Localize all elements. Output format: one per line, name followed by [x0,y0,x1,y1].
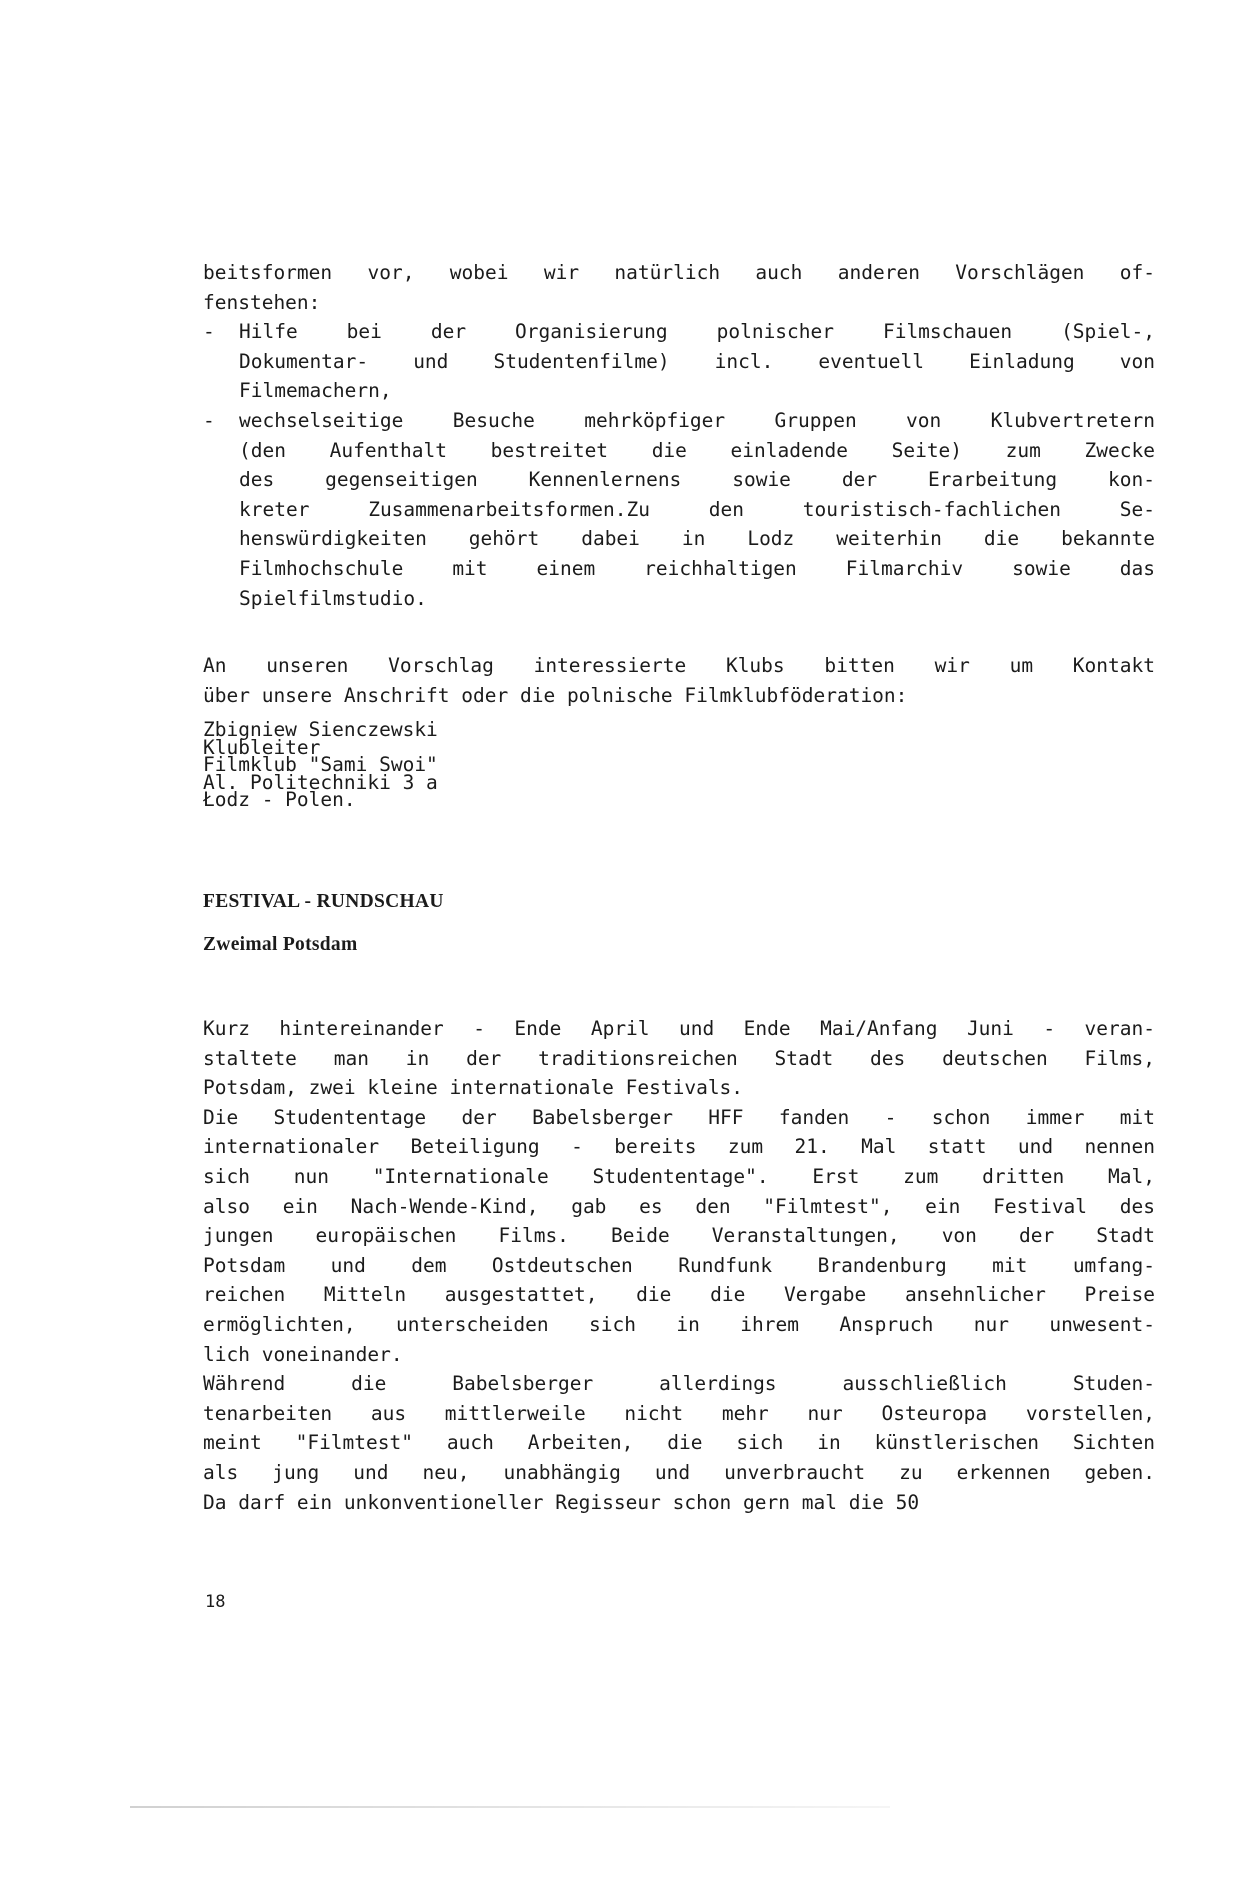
text-line: Hilfe bei der Organisierung polnischer Filmschauen (Spiel-, [239,320,1155,344]
text-line: meint "Filmtest" auch Arbeiten, die sich in künstlerischen Sichten [203,1431,1155,1455]
text-line: sich nun "Internationale Studententage". Erst zum dritten Mal, [203,1164,1155,1188]
text-line: staltete man in der traditionsreichen Stadt des deutschen Films, [203,1046,1155,1070]
text-line: Potsdam, zwei kleine internationale Festivals. [203,1076,744,1100]
text-line: Filmemachern, [239,379,392,403]
text-line: Dokumentar- und Studentenfilme) incl. eventuell Einladung von [239,349,1155,373]
text-line: lich voneinander. [203,1342,403,1366]
address-line: Klubleiter [203,735,321,759]
address-line: Łodz - Polen. [203,788,356,811]
page-number: 18 [205,1592,226,1612]
text-line: über unsere Anschrift oder die polnische Filmklubföderation: [203,683,908,707]
text-line: tenarbeiten aus mittlerweile nicht mehr nur Osteuropa vorstellen, [203,1401,1155,1425]
text-line: (den Aufenthalt bestreitet die einladende Seite) zum Zwecke [239,438,1155,462]
text-line: internationaler Beteiligung - bereits zum 21. Mal statt und nennen [203,1135,1155,1159]
address-line: Al. Politechniki 3 a [203,770,438,794]
article-body [203,1014,1155,1517]
text-line: beitsformen vor, wobei wir natürlich auch anderen Vorschlägen of- [203,261,1155,284]
address-line: Filmklub "Sami Swoi" [203,753,438,776]
text-line: Die Studententage der Babelsberger HFF fanden - schon immer mit [203,1105,1155,1129]
intro-paragraph [203,258,1155,613]
text-line: Da darf ein unkonventioneller Regisseur schon gern mal die 50 [203,1490,920,1514]
bullet-dash: - [203,408,215,432]
text-line: ermöglichten, unterscheiden sich in ihrem Anspruch nur unwesent- [203,1312,1155,1336]
text-line: Potsdam und dem Ostdeutschen Rundfunk Brandenburg mit umfang- [203,1253,1155,1277]
text-line: des gegenseitigen Kennenlernens sowie der Erarbeitung kon- [239,468,1155,492]
bullet-item [203,317,1155,406]
bullet-dash: - [203,320,215,344]
address-line: Zbigniew Sienczewski [203,718,438,741]
postal-address [203,718,603,811]
text-line: henswürdigkeiten gehört dabei in Lodz weiterhin die bekannte [239,527,1155,551]
bullet-item [203,406,1155,613]
text-line: fenstehen: [203,290,321,314]
text-line: Kurz hintereinander - Ende April und Ende Mai/Anfang Juni - veran- [203,1017,1155,1040]
section-heading: FESTIVAL - RUNDSCHAU [203,891,444,912]
text-line: Während die Babelsberger allerdings ausschließlich Studen- [203,1372,1155,1396]
text-line: also ein Nach-Wende-Kind, gab es den "Filmtest", ein Festival des [203,1194,1155,1218]
text-line: Filmhochschule mit einem reichhaltigen Filmarchiv sowie das [239,556,1155,580]
article-title: Zweimal Potsdam [203,934,358,955]
text-line: reichen Mitteln ausgestattet, die die Vergabe ansehnlicher Preise [203,1283,1155,1307]
text-line: Spielfilmstudio. [239,586,427,610]
text-line: wechselseitige Besuche mehrköpfiger Gruppen von Klubvertretern [239,408,1155,432]
text-line: als jung und neu, unabhängig und unverbraucht zu erkennen geben. [203,1460,1155,1484]
text-line: kreter Zusammenarbeitsformen.Zu den touristisch-fachlichen Se- [239,497,1155,521]
text-line: jungen europäischen Films. Beide Veranstaltungen, von der Stadt [203,1224,1155,1248]
page-edge-shadow [130,1806,890,1808]
contact-paragraph [203,651,1155,710]
text-line: An unseren Vorschlag interessierte Klubs bitten wir um Kontakt [203,654,1155,677]
